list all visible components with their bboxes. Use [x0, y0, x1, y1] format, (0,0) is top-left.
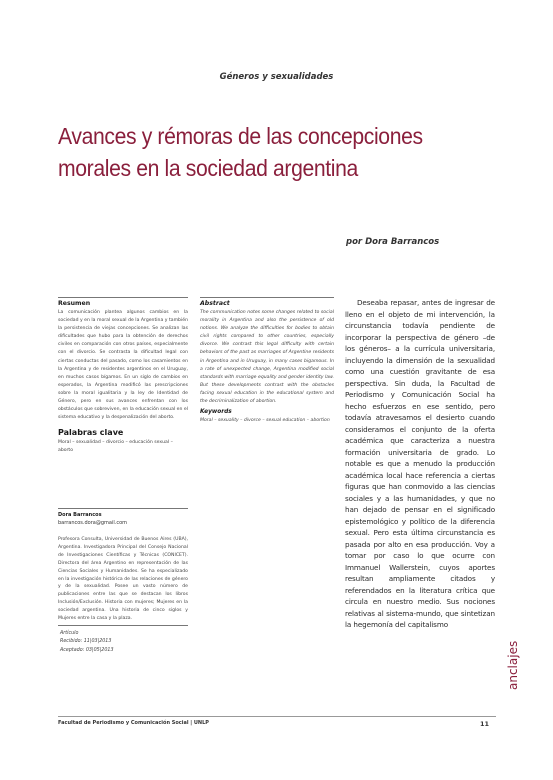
keywords-heading: Keywords — [200, 409, 232, 416]
palabras-clave-text: Moral – sexualidad – divorcio – educación sexual – aborto — [58, 440, 173, 453]
page-number: 11 — [480, 720, 490, 728]
title-line-2: morales en la sociedad argentina — [58, 155, 358, 181]
author-bio: Profesora Consulta, Universidad de Buenos Aires (UBA), Argentina. Investigadora Principal del Consejo Nacional de Investigaciones Científicas y Técnicas (CONICET). Directora del área Argentino en representación de las Ciencias Sociales y Humanidades. Se ha especializado en la investigación histórica de las relaciones de género y de la sexualidad. Posee un vasto número de publicaciones entre las que se destacan los libros Inclusión/Exclusión. Historia con mujeres; Mujeres en la sociedad argentina. Una historia de cinco siglos y Mujeres entre la casa y la plaza. — [58, 537, 188, 622]
article-dates — [58, 625, 188, 655]
keywords-text: Moral – sexuality – divorce – sexual education – abortion — [200, 418, 330, 424]
footer-divider — [58, 716, 496, 717]
abstract-heading: Abstract — [200, 300, 230, 307]
divider — [200, 297, 334, 298]
author-email[interactable]: barrancos.dora@gmail.com — [58, 520, 128, 526]
resumen-heading: Resumen — [58, 300, 91, 307]
body-column — [345, 297, 495, 631]
resumen-block — [58, 297, 188, 454]
body-paragraph: Deseaba repasar, antes de ingresar de lleno en el objeto de mi intervención, la circunstancia todavía pendiente de incorporar la perspectiva de género –de los géneros– a la currícula universitaria, incluyendo la dimensión de la sexualidad como una cuestión gravitante de esa perspectiva. Sin duda, la Facultad de Periodismo y Comunicación Social ha hecho esfuerzos en ese sentido, pero todavía atravesamos el desierto cuando consideramos el conjunto de la oferta académica que caracteriza a nuestra formación universitaria de grado. Lo notable es que a menudo la producción académica local hace referencia a ciertas figuras que han conmovido a las ciencias sociales y a las humanidades, y que no han dejado de pensar en el significado epistemológico y político de la diferencia sexual. Pero esta última circunstancia es pasada por alto en esa producción. Voy a tomar por caso lo que ocurre con Immanuel Wallerstein, cuyos aportes resultan ampliamente citados y referendados en la literatura crítica que circula en nuestro medio. Sus nociones relativas al sistema-mundo, que sintetizan la hegemonía del capitalismo — [345, 298, 495, 630]
footer-institution: Facultad de Periodismo y Comunicación Social | UNLP — [58, 720, 209, 726]
article-label: Artículo — [60, 631, 79, 636]
divider — [58, 297, 188, 298]
divider — [58, 625, 188, 626]
divider — [58, 508, 188, 509]
section-label: Géneros y sexualidades — [219, 72, 334, 82]
accepted-date: Aceptado: 03|05|2013 — [60, 647, 114, 653]
journal-side-tab: anclajes — [506, 640, 520, 690]
resumen-text: La comunicación plantea algunos cambios en la sociedad y en la moral sexual de la Argentina y también la persistencia de viejas concepciones. Se analizan las dificultades que hubo para la obtención de derechos civiles en comparación con otros países, especialmente con el divorcio. Se contrasta la dificultad legal con ciertas conductas del pasado, como los casamientos en la Argentina y de residentes argentinos en el Uruguay, en muchos casos bígamos. En un siglo de cambios en esperados, la Argentina modificó las prescripciones sobre la moral igualitaria y la ley de Identidad de Género, pero en sus avances enfrentan con los obstáculos que sobreviven, en la educación sexual en el sistema educativo y la despenalización del aborto. — [58, 310, 188, 421]
article-title — [58, 120, 463, 184]
author-byline: por Dora Barrancos — [346, 237, 440, 247]
author-info — [58, 508, 188, 623]
abstract-block — [200, 297, 334, 425]
title-line-1: Avances y rémoras de las concepciones — [58, 123, 423, 149]
abstract-text: The communication notes some changes related to social morality in Argentina and also the persistence of old notions. We analyze the difficulties for bodies to obtain civil rights compared to other countries, especially divorce. We contrast this legal difficulty with certain behaviors of the past as marriages of Argentine residents in Argentina and in Uruguay, in many cases bigamous. In a rate of unexpected change, Argentina modified social standards with marriage equality and gender identity law. But these developments contrast with the obstacles facing sexual education in the educational system and the decriminalization of abortion. — [200, 310, 334, 405]
received-date: Recibido: 11|03|2013 — [60, 639, 112, 645]
palabras-clave-heading: Palabras clave — [58, 428, 124, 438]
author-name: Dora Barrancos — [58, 512, 102, 518]
